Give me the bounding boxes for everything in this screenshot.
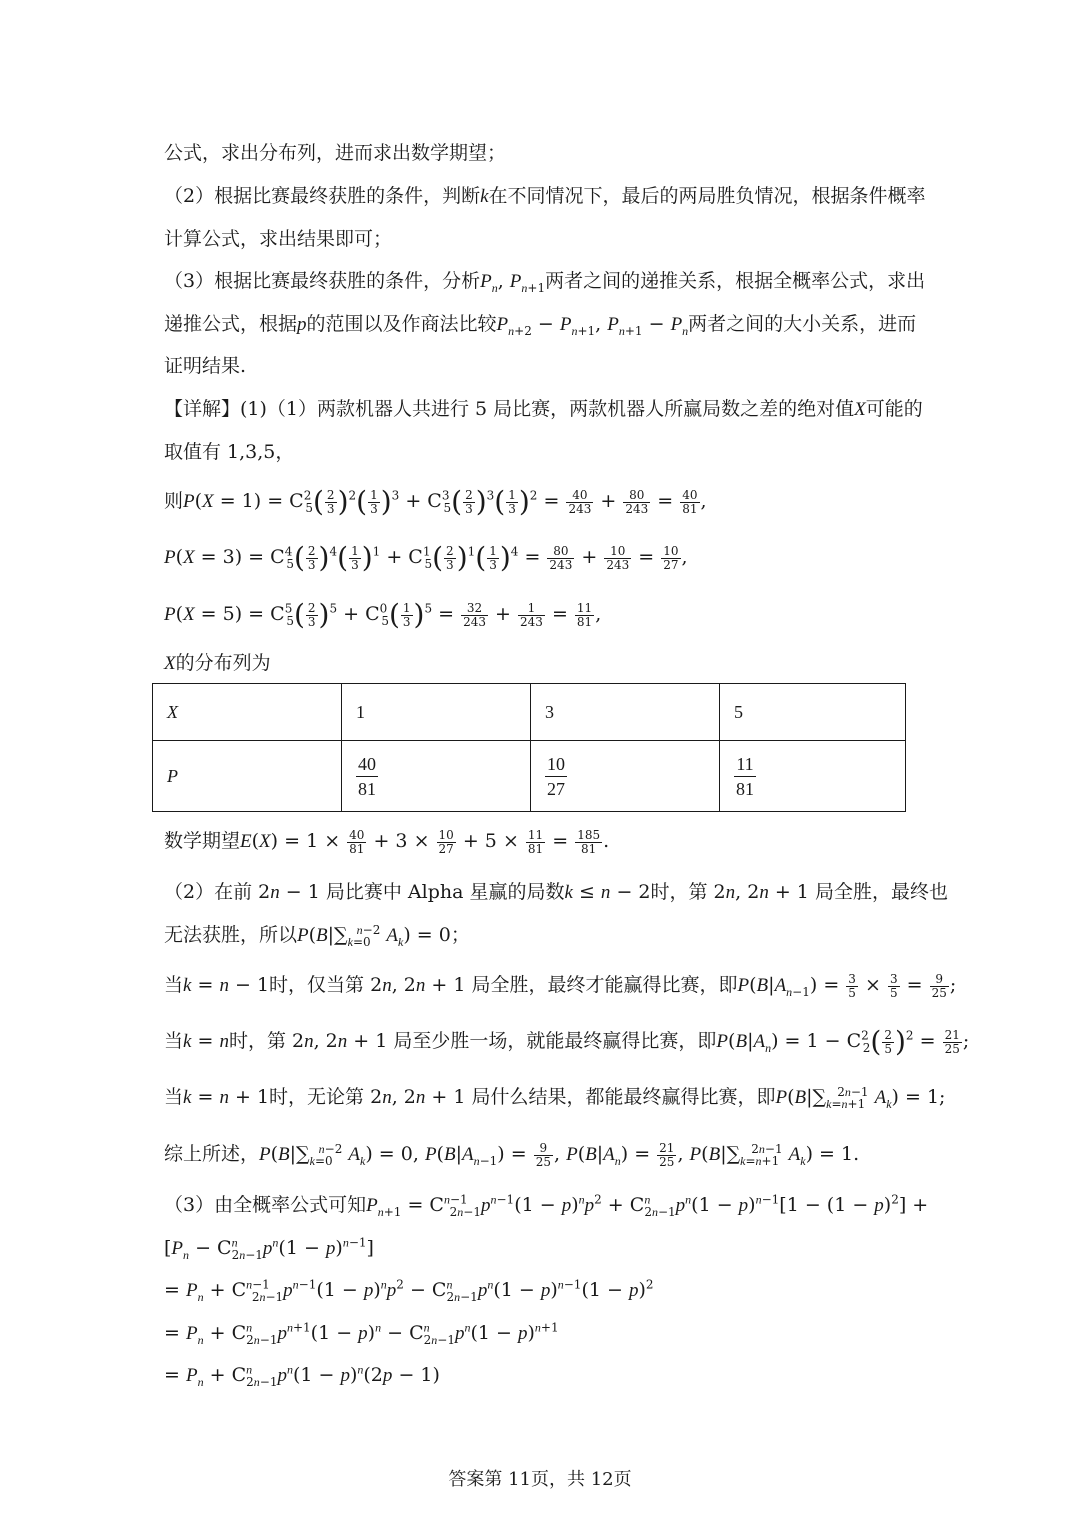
part2-line-3: 当k = n − 1时，仅当第 2n, 2n + 1 局全胜，最终才能赢得比赛，即$P(B|A_{n-1})$ = $\frac{3}{5}$ × $\frac{3}{5}$ = $\frac{9}{25}$ ; bbox=[164, 971, 957, 1000]
analysis-part3-line-1: （3）根据比赛最终获胜的条件，分析$P_n$, $P_{n+1}$两者之间的递推关系，根据全概率公式，求出 bbox=[164, 270, 926, 295]
analysis-part3-text-b: 两者之间的递推关系，根据全概率公式，求出 bbox=[545, 270, 926, 292]
distribution-caption: X的分布列为 bbox=[164, 652, 271, 674]
table-row-header bbox=[153, 684, 906, 741]
part2-text-a1: （2）在前 2 bbox=[164, 881, 271, 903]
part2-text-f1: 综上所述， bbox=[164, 1143, 260, 1165]
distribution-table bbox=[152, 683, 906, 812]
part2-text-b1: 无法获胜，所以 bbox=[164, 924, 298, 946]
analysis-part2-text-a: （2）根据比赛最终获胜的条件，判断 bbox=[164, 185, 481, 207]
part3-line-4: = $P_n + C^n_{2n-1}p^{n+1}(1 - p)^n - C^n_{2n-1}p^n(1 - p)^{n+1}$ bbox=[164, 1320, 559, 1347]
analysis-line-1: 公式，求出分布列，进而求出数学期望； bbox=[164, 142, 507, 164]
analysis-part3-text-e: 两者之间的大小关系，进而 bbox=[688, 313, 917, 335]
part2-line-4: 当k = n时，第 2n, 2n + 1 局至少胜一场，就能最终赢得比赛，即$P(B|A_n) = 1 - C^2_2$( $\frac{2}{5}$ )$^2$ = $\frac{21}{25}$ ; bbox=[164, 1025, 970, 1058]
part2-line-1: （2）在前 2n − 1 局比赛中 Alpha 星赢的局数k ≤ n − 2时，第 2n, 2n + 1 局全胜，最终也 bbox=[164, 881, 948, 903]
part2-summary: 综上所述，$P(B|\sum_{k=0}^{n-2}$ $A_k) = 0$, $P(B|A_{n-1})$ = $\frac{9}{25}$ , $P(B|A_n)$ = $\frac{21}{25}$ , $P(B|\sum_{k=n+1}^{2n-1}$ $A_k) = 1$. bbox=[164, 1140, 860, 1169]
page-footer: 答案第 11页，共 12页 bbox=[448, 1469, 632, 1490]
formula-px5: $P(X = 5) = C^5_5$( $\frac{2}{3}$ )$^5 + C^0_5$( $\frac{1}{3}$ )$^5$ = $\frac{32}{243}$ + $\frac{1}{243}$ = $\frac{11}{81}$ , bbox=[164, 598, 602, 631]
detail-values-line: 取值有 1,3,5， bbox=[164, 441, 295, 463]
table-cell-p-label: P bbox=[153, 741, 342, 812]
table-cell-p-3: $\frac{10}{27}$ bbox=[531, 741, 720, 812]
expectation-label: 数学期望 bbox=[164, 830, 241, 852]
part2-text-d1: 当 bbox=[164, 1030, 184, 1052]
formula-px3: $P(X = 3) = C^4_5$( $\frac{2}{3}$ )$^4$( $\frac{1}{3}$ )$^1 + C^1_5$( $\frac{2}{3}$ )$^1$( $\frac{1}{3}$ )$^4$ = $\frac{80}{243}$ + $\frac{10}{243}$ = $\frac{10}{27}$ , bbox=[164, 541, 688, 574]
part2-text-a3: 时，第 2 bbox=[650, 881, 726, 903]
detail-intro-a: 【详解】(1)（1）两款机器人共进行 5 局比赛，两款机器人所赢局数之差的绝对值 bbox=[164, 398, 855, 420]
part3-line-5: = $P_n + C^n_{2n-1}p^n(1 - p)^n(2p - 1)$ bbox=[164, 1362, 440, 1389]
part2-text-c1: 当 bbox=[164, 974, 184, 996]
table-row-prob bbox=[153, 741, 906, 812]
part2-text-c3: 局全胜，最终才能赢得比赛，即 bbox=[471, 974, 738, 996]
part2-text-d3: 局至少胜一场，就能最终赢得比赛，即 bbox=[393, 1030, 717, 1052]
part3-text-a1: （3）由全概率公式可知 bbox=[164, 1194, 367, 1216]
table-cell-x-3: 3 bbox=[531, 684, 720, 741]
table-cell-p-1: $\frac{40}{81}$ bbox=[342, 741, 531, 812]
analysis-part2-text-b: 在不同情况下，最后的两局胜负情况，根据条件概率 bbox=[488, 185, 926, 207]
table-cell-p-5: $\frac{11}{81}$ bbox=[720, 741, 906, 812]
distribution-caption-text: 的分布列为 bbox=[175, 652, 271, 674]
analysis-part3-text-d: 的范围以及作商法比较 bbox=[306, 313, 497, 335]
part2-line-2: 无法获胜，所以$P(B|\sum_{k=0}^{n-2}$ $A_k) = 0$； bbox=[164, 922, 470, 949]
analysis-part2-line-1: （2）根据比赛最终获胜的条件，判断k在不同情况下，最后的两局胜负情况，根据条件概率 bbox=[164, 185, 926, 207]
then-label: 则 bbox=[164, 490, 184, 512]
analysis-part2-line-2: 计算公式，求出结果即可； bbox=[164, 228, 393, 250]
table-cell-x-label: X bbox=[153, 684, 342, 741]
part2-text-e2: 时，无论第 2 bbox=[269, 1086, 383, 1108]
formula-px1: 则$P(X = 1) = C^2_5$( $\frac{2}{3}$ )$^2$( $\frac{1}{3}$ )$^3 + C^3_5$( $\frac{2}{3}$ )$^3$( $\frac{1}{3}$ )$^2$ = $\frac{40}{243}$ + $\frac{80}{243}$ = $\frac{40}{81}$ , bbox=[164, 485, 707, 518]
part3-line-2: $[P_n - C^n_{2n-1}p^n(1 - p)^{n-1}]$ bbox=[164, 1235, 374, 1262]
part2-line-5: 当k = n + 1时，无论第 2n, 2n + 1 局什么结果，都能最终赢得比赛，即$P(B|\sum_{k=n+1}^{2n-1}$ $A_k) = 1$; bbox=[164, 1084, 946, 1111]
part2-text-d2: 时，第 2 bbox=[228, 1030, 305, 1052]
analysis-part3-line-2: 递推公式，根据p的范围以及作商法比较$P_{n+2} - P_{n+1}$, $P_{n+1} - P_n$两者之间的大小关系，进而 bbox=[164, 313, 917, 338]
part2-text-e3: 局什么结果，都能最终赢得比赛，即 bbox=[471, 1086, 776, 1108]
detail-intro-line: 【详解】(1)（1）两款机器人共进行 5 局比赛，两款机器人所赢局数之差的绝对值X可能的 bbox=[164, 398, 923, 420]
part3-line-1: （3）由全概率公式可知$P_{n+1} = C^{n-1}_{2n-1}p^{n-1}(1 - p)^np^2 + C^n_{2n-1}p^n(1 - p)^{n-1}[1 - (1 - p)^2]$ + bbox=[164, 1192, 929, 1219]
part2-text-c2: 时，仅当第 2 bbox=[269, 974, 383, 996]
expectation-line: 数学期望E(X) = 1 × $\frac{40}{81}$ + 3 × $\frac{10}{27}$ + 5 × $\frac{11}{81}$ = $\frac{185}{81}$ . bbox=[164, 827, 610, 856]
part2-text-e1: 当 bbox=[164, 1086, 184, 1108]
analysis-part3-text-c: 递推公式，根据 bbox=[164, 313, 298, 335]
part3-line-3: = $P_n + C^{n-1}_{2n-1}p^{n-1}(1 - p)^np^2 - C^n_{2n-1}p^n(1 - p)^{n-1}(1 - p)^2$ bbox=[164, 1277, 654, 1304]
part2-text-a4: 局全胜，最终也 bbox=[814, 881, 948, 903]
table-cell-x-5: 5 bbox=[720, 684, 906, 741]
analysis-part3-line-3: 证明结果. bbox=[164, 355, 247, 377]
detail-intro-b: 可能的 bbox=[865, 398, 923, 420]
analysis-part3-text-a: （3）根据比赛最终获胜的条件，分析 bbox=[164, 270, 481, 292]
part2-text-a2: 局比赛中 Alpha 星赢的局数 bbox=[325, 881, 565, 903]
table-cell-x-1: 1 bbox=[342, 684, 531, 741]
